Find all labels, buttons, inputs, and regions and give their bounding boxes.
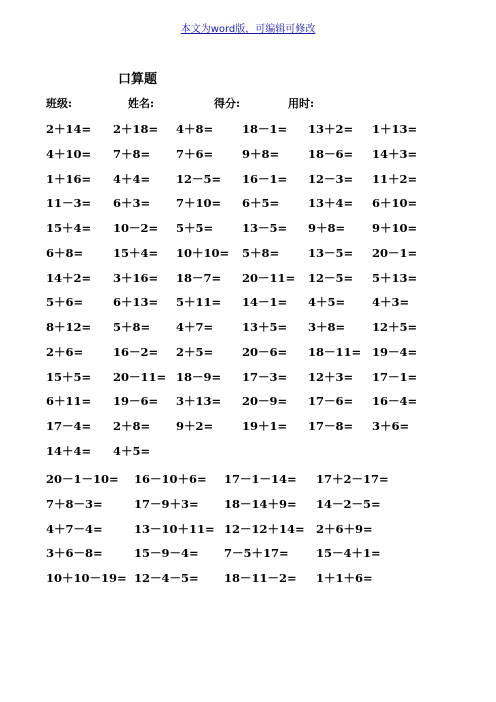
problem-cell: 16－1=	[242, 171, 288, 186]
problem-cell: 14＋3=	[372, 146, 418, 161]
multi-problem-cell: 17－9＋3=	[134, 496, 199, 511]
problem-cell: 4＋5=	[308, 295, 346, 310]
problem-row	[46, 418, 466, 443]
problem-cell: 7＋6=	[176, 146, 214, 161]
problem-cell: 14－1=	[242, 295, 288, 310]
problem-cell: 2＋5=	[176, 344, 214, 359]
problem-row	[46, 245, 466, 270]
problem-cell: 9＋10=	[372, 221, 418, 235]
problem-cell: 5＋11=	[176, 295, 222, 310]
problem-cell: 6＋10=	[372, 196, 418, 211]
problem-cell: 10＋10=	[176, 245, 230, 260]
problem-row	[46, 121, 466, 146]
problem-cell: 12＋5=	[372, 320, 418, 334]
problem-cell: 16－2=	[113, 344, 159, 359]
problem-grid	[46, 121, 466, 468]
problem-cell: 9＋2=	[176, 419, 214, 433]
multi-problem-row	[46, 471, 466, 496]
multi-problem-cell: 4＋7－4=	[46, 521, 103, 536]
multi-problem-cell: 14－2－5=	[316, 496, 381, 511]
problem-cell: 18－6=	[308, 146, 354, 161]
problem-cell: 4＋4=	[113, 171, 151, 186]
class-label: 班级:	[46, 97, 73, 110]
problem-cell: 17－4=	[46, 419, 92, 433]
problem-row	[46, 443, 466, 468]
problem-cell: 5＋8=	[242, 245, 280, 260]
multi-problem-cell: 18－14＋9=	[224, 496, 297, 511]
problem-cell: 19－4=	[372, 344, 418, 359]
problem-cell: 12－5=	[176, 171, 222, 186]
problem-cell: 11－3=	[46, 196, 92, 211]
multi-problem-cell: 3＋6－8=	[46, 546, 103, 561]
problem-cell: 17－3=	[242, 369, 288, 384]
problem-cell: 4＋10=	[46, 146, 92, 161]
multi-problem-cell: 7＋8－3=	[46, 496, 103, 511]
problem-row	[46, 393, 466, 418]
problem-cell: 12＋3=	[308, 369, 354, 384]
problem-cell: 7＋8=	[113, 146, 151, 161]
problem-row	[46, 270, 466, 295]
problem-cell: 12－3=	[308, 171, 354, 186]
multi-problem-cell: 16－10＋6=	[134, 472, 207, 486]
name-label: 姓名:	[128, 97, 155, 110]
multi-problem-cell: 20－1－10=	[46, 472, 119, 486]
problem-cell: 15＋5=	[46, 369, 92, 384]
problem-cell: 11＋2=	[372, 171, 418, 186]
problem-cell: 13＋4=	[308, 196, 354, 211]
problem-cell: 13＋2=	[308, 122, 354, 136]
multi-problem-row	[46, 545, 466, 570]
problem-cell: 9＋8=	[308, 221, 346, 235]
problem-cell: 18－9=	[176, 369, 222, 384]
problem-cell: 6＋11=	[46, 394, 92, 409]
problem-cell: 12－5=	[308, 270, 354, 285]
problem-cell: 10－2=	[113, 221, 159, 235]
multi-problem-cell: 12－4－5=	[134, 571, 199, 585]
multi-step-problem-grid	[46, 471, 466, 595]
multi-problem-cell: 15－9－4=	[134, 546, 199, 561]
problem-cell: 5＋8=	[113, 320, 151, 334]
multi-problem-cell: 1＋1＋6=	[316, 571, 373, 585]
problem-cell: 4＋3=	[372, 295, 410, 310]
problem-cell: 2＋6=	[46, 344, 84, 359]
problem-cell: 2＋8=	[113, 419, 151, 433]
problem-cell: 6＋8=	[46, 245, 84, 260]
problem-cell: 3＋16=	[113, 270, 159, 285]
problem-cell: 6＋13=	[113, 295, 159, 310]
problem-cell: 3＋13=	[176, 394, 222, 409]
problem-cell: 19＋1=	[242, 419, 288, 433]
problem-cell: 20－1=	[372, 245, 418, 260]
multi-problem-row	[46, 521, 466, 546]
problem-row	[46, 344, 466, 369]
problem-cell: 7＋10=	[176, 196, 222, 211]
problem-cell: 6＋5=	[242, 196, 280, 211]
problem-cell: 5＋6=	[46, 295, 84, 310]
problem-cell: 5＋5=	[176, 221, 214, 235]
problem-cell: 5＋13=	[372, 270, 418, 285]
problem-cell: 15＋4=	[46, 221, 92, 235]
multi-problem-row	[46, 570, 466, 595]
problem-cell: 1＋16=	[46, 171, 92, 186]
problem-row	[46, 195, 466, 220]
problem-row	[46, 294, 466, 319]
time-label: 用时:	[288, 97, 315, 110]
multi-problem-cell: 7－5＋17=	[224, 546, 289, 561]
problem-cell: 4＋8=	[176, 122, 214, 136]
problem-cell: 20－6=	[242, 344, 288, 359]
header-link[interactable]: 本文为word版，可编辑可修改	[180, 24, 316, 35]
score-label: 得分:	[214, 97, 241, 110]
page-title: 口算题	[118, 72, 158, 87]
problem-row	[46, 369, 466, 394]
problem-cell: 19－6=	[113, 394, 159, 409]
problem-cell: 17－6=	[308, 394, 354, 409]
problem-cell: 13－5=	[242, 221, 288, 235]
problem-cell: 13－5=	[308, 245, 354, 260]
multi-problem-cell: 13－10＋11=	[134, 521, 215, 536]
multi-problem-cell: 15－4＋1=	[316, 546, 381, 561]
problem-cell: 6＋3=	[113, 196, 151, 211]
multi-problem-cell: 17－1－14=	[224, 472, 297, 486]
problem-cell: 4＋5=	[113, 443, 151, 458]
info-row	[46, 95, 466, 111]
problem-row	[46, 220, 466, 245]
problem-cell: 15＋4=	[113, 245, 159, 260]
multi-problem-cell: 18－11－2=	[224, 571, 297, 585]
problem-cell: 1＋13=	[372, 122, 418, 136]
problem-row	[46, 171, 466, 196]
multi-problem-cell: 17＋2－17=	[316, 472, 389, 486]
multi-problem-cell: 10＋10－19=	[46, 571, 127, 585]
problem-cell: 20－11=	[242, 270, 296, 285]
problem-cell: 2＋18=	[113, 122, 159, 136]
problem-cell: 3＋8=	[308, 320, 346, 334]
problem-cell: 9＋8=	[242, 146, 280, 161]
problem-row	[46, 146, 466, 171]
problem-cell: 4＋7=	[176, 320, 214, 334]
problem-cell: 2＋14=	[46, 122, 92, 136]
multi-problem-row	[46, 496, 466, 521]
multi-problem-cell: 12－12＋14=	[224, 521, 305, 536]
problem-cell: 14＋4=	[46, 443, 92, 458]
problem-cell: 17－8=	[308, 419, 354, 433]
problem-cell: 17－1=	[372, 369, 418, 384]
problem-cell: 18－7=	[176, 270, 222, 285]
problem-cell: 13＋5=	[242, 320, 288, 334]
problem-cell: 8＋12=	[46, 320, 92, 334]
problem-cell: 16－4=	[372, 394, 418, 409]
problem-row	[46, 319, 466, 344]
problem-cell: 14＋2=	[46, 270, 92, 285]
problem-cell: 18－1=	[242, 122, 288, 136]
problem-cell: 3＋6=	[372, 419, 410, 433]
multi-problem-cell: 2＋6＋9=	[316, 521, 373, 536]
problem-cell: 20－11=	[113, 369, 167, 384]
problem-cell: 18－11=	[308, 344, 362, 359]
problem-cell: 20－9=	[242, 394, 288, 409]
